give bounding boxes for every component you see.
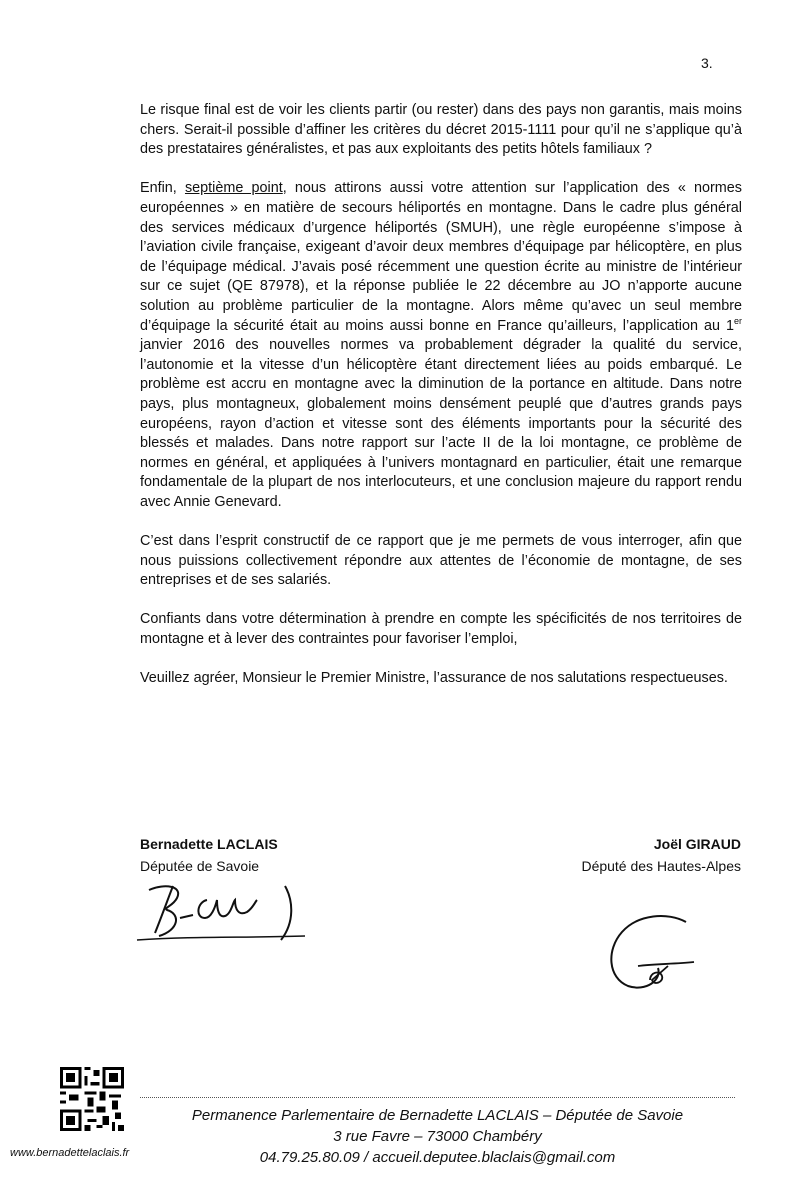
website-link[interactable]: www.bernadettelaclais.fr — [10, 1147, 130, 1159]
signatory-left-title: Députée de Savoie — [140, 858, 260, 874]
footer-street: 3 rue Favre – 73000 Chambéry — [333, 1128, 542, 1145]
paragraph-confidence: Confiants dans votre détermination à prendre en compte les spécificités de nos territoires de montagne et à lever des contraintes pour favoriser l’emploi, — [140, 611, 742, 648]
signatory-right-name: Joël GIRAUD — [653, 836, 741, 852]
paragraph-seventh-text: , nous attirons aussi votre attention sur l’application des « normes européennes » en matière de secours héliportés en montagne. Dans le cadre plus général des services médicaux d’urgence héliportés (SMUH), une règle européenne s’impose à l’aviation civile française, exigeant d’avoir deux membres d’équipage par hélicoptère, en plus de l’équipage médical. J’avais posé récemment une question écrite au ministre de l’intérieur sur ce sujet (QE 87978), et la réponse publiée le 22 décembre au JO n’apporte aucune solution au problème particulier de la montagne. Alors même qu’avec un seul membre d’équipage la sécurité était au moins aussi bonne en France qu’ailleurs, l’application au 1 — [140, 180, 742, 334]
paragraph-seventh-rest: janvier 2016 des nouvelles normes va probablement dégrader la qualité du service, l’autonomie et la vitesse d’un hélicoptère étant directement liées au poids embarqué. Le problème est accru en montagne avec la diminution de la portance en altitude. Dans notre pays, plus montagneux, globalement moins densément peuplé que d’autres grands pays européens, rayon d’action et vitesse sont des éléments importants pour la sécurité des blessés et malades. Dans notre rapport sur l’acte II de la loi montagne, ce problème de normes en général, et appliquées à l’univers montagnard en particulier, était une remarque fondamentale de la plupart de nos interlocuteurs, et une conclusion majeure du rapport rendu avec Annie Genevard. — [140, 337, 742, 510]
signatory-left-name: Bernadette LACLAIS — [140, 836, 278, 852]
footer-divider — [140, 1097, 735, 1098]
page-number: 3. — [701, 55, 713, 71]
paragraph-constructive: C’est dans l’esprit constructif de ce rapport que je me permets de vous interroger, afin que nous puissions collectivement répondre aux attentes de l’économie de montagne, de ses entreprises et de ses salariés. — [140, 533, 742, 589]
signature-left — [135, 878, 315, 948]
paragraph-seventh-intro: Enfin, — [140, 180, 185, 197]
letter-body — [140, 101, 742, 708]
footer-address — [140, 1105, 735, 1168]
signatory-right-title: Député des Hautes-Alpes — [581, 858, 741, 874]
seventh-point-underlined: septième point — [184, 180, 283, 197]
footer-contact: 04.79.25.80.09 / accueil.deputee.blaclais@gmail.com — [259, 1149, 616, 1166]
paragraph-risk: Le risque final est de voir les clients partir (ou rester) dans des pays non garantis, mais moins chers. Serait-il possible d’affiner les critères du décret 2015-1111 pour qu’il ne s’applique qu’à des prestataires généralistes, et pas aux exploitants des petits hôtels familiaux ? — [140, 102, 742, 158]
paragraph-seventh-point — [140, 179, 742, 512]
footer-office: Permanence Parlementaire de Bernadette LACLAIS – Députée de Savoie — [191, 1107, 684, 1124]
qr-code — [60, 1067, 124, 1131]
ordinal-superscript: er — [733, 315, 742, 326]
paragraph-closing: Veuillez agréer, Monsieur le Premier Ministre, l’assurance de nos salutations respectueuses. — [140, 670, 728, 687]
signature-right — [598, 910, 708, 995]
